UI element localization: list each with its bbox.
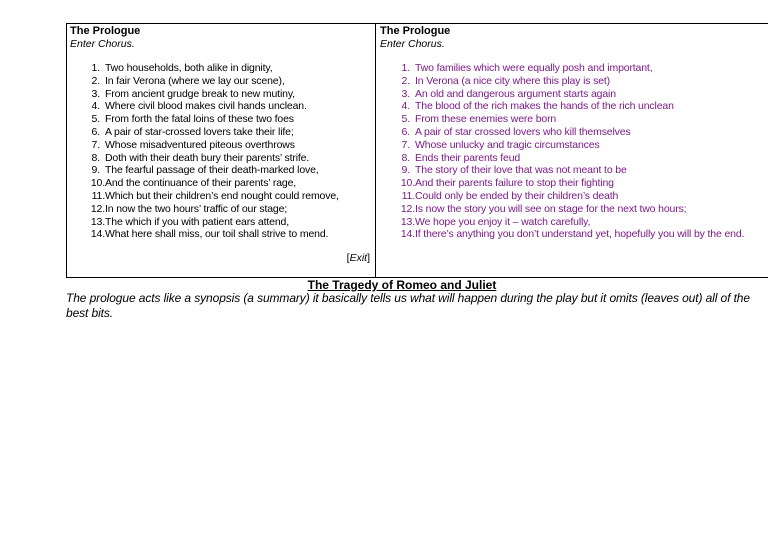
list-item: 11. Which but their children’s end nought could remove,: [91, 189, 339, 202]
list-item: 14. What here shall miss, our toil shall strive to mend.: [90, 228, 329, 241]
original-lines-list: [70, 62, 372, 241]
prologue-table: [66, 23, 768, 278]
list-item: 3. From ancient grudge break to new mutiny,: [91, 87, 295, 100]
translation-title: The Prologue: [380, 25, 451, 37]
original-text-column: [67, 24, 376, 277]
list-item: 1. Two families which were equally posh and important,: [401, 62, 653, 74]
list-item: 12. Is now the story you will see on stage for the next two hours;: [400, 202, 687, 215]
list-item: 2. In Verona (a nice city where this play is set): [401, 74, 611, 87]
list-item: 9. The fearful passage of their death-marked love,: [91, 164, 319, 177]
list-item: 6. A pair of star-crossed lovers take their life;: [91, 125, 294, 138]
modern-translation-column: [376, 24, 768, 277]
list-item: 8. Ends their parents feud: [401, 151, 521, 164]
exit-stage-direction: [Exit]: [346, 252, 370, 264]
list-item: 7. Whose misadventured piteous overthrows: [91, 138, 295, 151]
original-stage-direction: Enter Chorus.: [70, 38, 135, 50]
list-item: 3. An old and dangerous argument starts again: [401, 87, 616, 100]
list-item: 13. We hope you enjoy it – watch carefully,: [400, 215, 591, 228]
list-item: 4. The blood of the rich makes the hands of the rich unclean: [401, 100, 674, 113]
list-item: 1. Two households, both alike in dignity,: [91, 62, 273, 74]
list-item: 7. Whose unlucky and tragic circumstances: [401, 138, 600, 151]
list-item: 5. From these enemies were born: [401, 113, 557, 126]
list-item: 2. In fair Verona (where we lay our scene),: [91, 74, 285, 87]
list-item: 8. Doth with their death bury their parents’ strife.: [91, 151, 310, 164]
translation-lines-list: [380, 62, 768, 241]
list-item: 11. Could only be ended by their children’s death: [401, 189, 619, 202]
original-title: The Prologue: [70, 25, 141, 37]
list-item: 10. And the continuance of their parents’ rage,: [90, 177, 297, 190]
list-item: 10. And their parents failure to stop their fighting: [400, 177, 614, 190]
list-item: 13. The which if you with patient ears attend,: [90, 215, 289, 228]
prologue-explanation-paragraph: The prologue acts like a synopsis (a summary) it basically tells us what will happen during the play but it omits (leaves out) all of the best bits.: [66, 291, 750, 320]
document-heading: The Tragedy of Romeo and Juliet: [307, 278, 497, 292]
translation-stage-direction: Enter Chorus.: [380, 38, 445, 50]
list-item: 9. The story of their love that was not meant to be: [401, 164, 627, 177]
list-item: 12. In now the two hours’ traffic of our stage;: [90, 202, 288, 215]
list-item: 4. Where civil blood makes civil hands unclean.: [91, 100, 307, 113]
list-item: 5. From forth the fatal loins of these two foes: [91, 113, 294, 126]
list-item: 14. If there’s anything you don’t understand yet, hopefully you will by the end.: [400, 228, 745, 241]
list-item: 6. A pair of star crossed lovers who kill themselves: [401, 125, 631, 138]
